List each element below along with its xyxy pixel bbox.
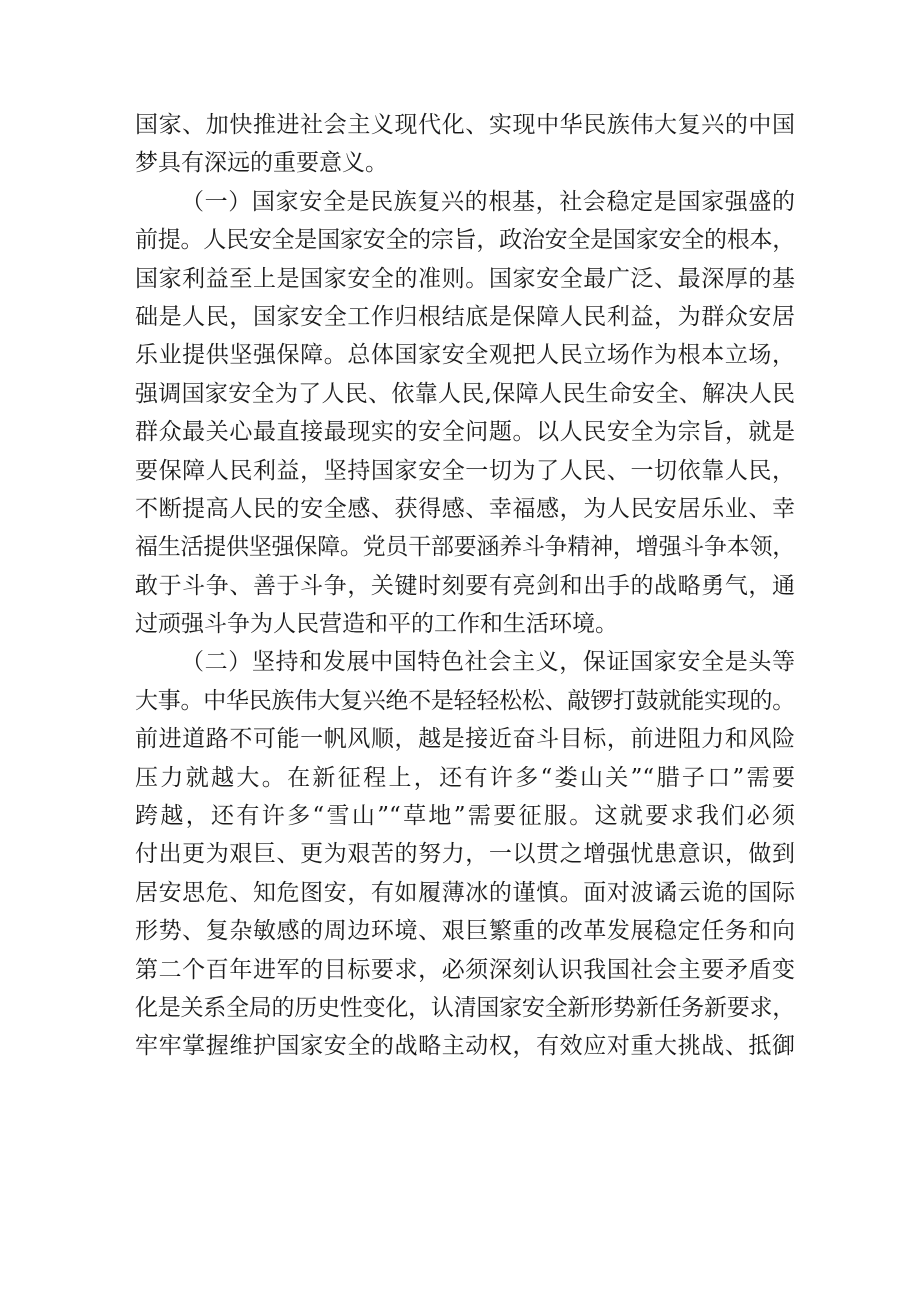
paragraph-line: 牢牢掌握维护国家安全的战略主动权，有效应对重大挑战、抵御 (135, 1033, 795, 1060)
paragraph-line: 大事。中华民族伟大复兴绝不是轻轻松松、敲锣打鼓就能实现的。 (135, 687, 795, 714)
paragraph-line: 形势、复杂敏感的周边环境、艰巨繁重的改革发展稳定任务和向 (135, 918, 795, 945)
document-body (135, 106, 795, 1066)
paragraph-line: 国家利益至上是国家安全的准则。国家安全最广泛、最深厚的基 (135, 265, 795, 292)
paragraph-line: 强调国家安全为了人民、依靠人民,保障人民生命安全、解决人民 (135, 380, 795, 407)
paragraph-line: 化是关系全局的历史性变化，认清国家安全新形势新任务新要求， (135, 994, 795, 1021)
paragraph-line: 不断提高人民的安全感、获得感、幸福感，为人民安居乐业、幸 (135, 495, 795, 522)
paragraph-line: 前提。人民安全是国家安全的宗旨，政治安全是国家安全的根本， (135, 227, 795, 254)
paragraph-line: 要保障人民利益，坚持国家安全一切为了人民、一切依靠人民， (135, 457, 795, 484)
paragraph-line: 过顽强斗争为人民营造和平的工作和生活环境。 (135, 611, 618, 638)
paragraph-line: 敢于斗争、善于斗争，关键时刻要有亮剑和出手的战略勇气，通 (135, 572, 795, 599)
paragraph-line: 乐业提供坚强保障。总体国家安全观把人民立场作为根本立场， (135, 342, 795, 369)
paragraph-line: 国家、加快推进社会主义现代化、实现中华民族伟大复兴的中国 (135, 112, 795, 138)
paragraph-line: 础是人民，国家安全工作归根结底是保障人民利益，为群众安居 (135, 303, 795, 330)
paragraph-line: 前进道路不可能一帆风顺，越是接近奋斗目标，前进阻力和风险 (135, 726, 795, 753)
paragraph-line: 付出更为艰巨、更为艰苦的努力，一以贯之增强忧患意识，做到 (135, 841, 795, 868)
paragraph-line: 梦具有深远的重要意义。 (135, 150, 388, 177)
section-heading-line: （二）坚持和发展中国特色社会主义，保证国家安全是头等 (181, 649, 795, 676)
paragraph-line: 居安思危、知危图安，有如履薄冰的谨慎。面对波谲云诡的国际 (135, 879, 795, 906)
paragraph-line: 群众最关心最直接最现实的安全问题。以人民安全为宗旨，就是 (135, 419, 795, 446)
paragraph-line: 跨越，还有许多“雪山”“草地”需要征服。这就要求我们必须 (135, 803, 795, 830)
paragraph-line: 压力就越大。在新征程上，还有许多“娄山关”“腊子口”需要 (135, 764, 795, 791)
paragraph-line: 福生活提供坚强保障。党员干部要涵养斗争精神，增强斗争本领， (135, 534, 795, 561)
section-heading-line: （一）国家安全是民族复兴的根基，社会稳定是国家强盛的 (181, 188, 795, 215)
paragraph-line: 第二个百年进军的目标要求，必须深刻认识我国社会主要矛盾变 (135, 956, 795, 983)
